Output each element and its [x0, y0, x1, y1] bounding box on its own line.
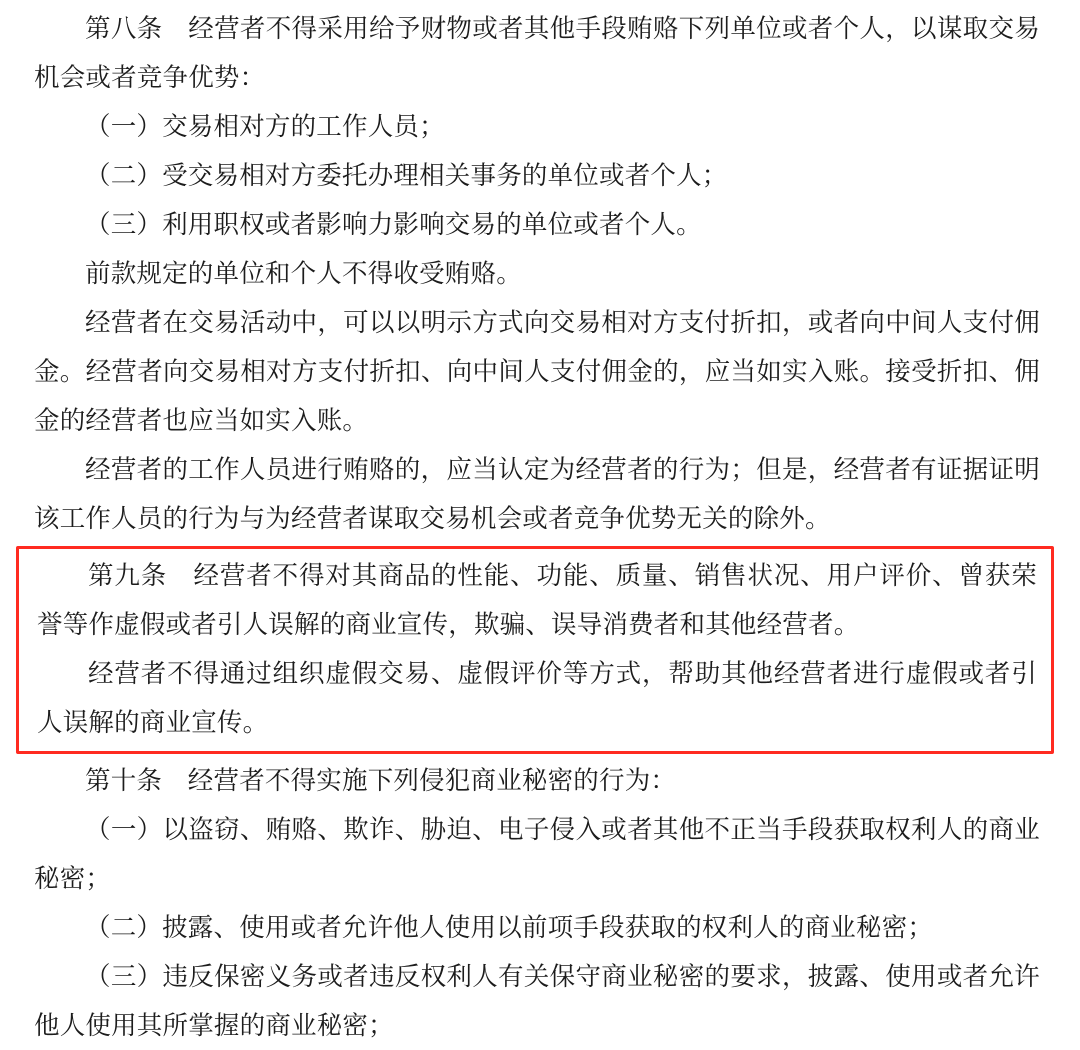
paragraph-article-10: 第十条 经营者不得实施下列侵犯商业秘密的行为：	[85, 766, 677, 795]
paragraph-article-8-item-3: （三）利用职权或者影响力影响交易的单位或者个人。	[85, 210, 702, 239]
paragraph-article-8-discount: 经营者在交易活动中，可以以明示方式向交易相对方支付折扣，或者向中间人支付佣金。经营者向交易相对方支付折扣、向中间人支付佣金的，应当如实入账。接受折扣、佣金的经营者也应当如实入账。	[34, 308, 1040, 435]
paragraph-article-9: 第九条 经营者不得对其商品的性能、功能、质量、销售状况、用户评价、曾获荣誉等作虚假或者引人误解的商业宣传，欺骗、误导消费者和其他经营者。	[37, 561, 1037, 639]
paragraph-article-8-item-1: （一）交易相对方的工作人员；	[85, 112, 445, 141]
paragraph-article-9-second: 经营者不得通过组织虚假交易、虚假评价等方式，帮助其他经营者进行虚假或者引人误解的商业宣传。	[37, 659, 1037, 737]
paragraph-article-8-item-2: （二）受交易相对方委托办理相关事务的单位或者个人；	[85, 161, 728, 190]
paragraph-article-10-item-2: （二）披露、使用或者允许他人使用以前项手段获取的权利人的商业秘密；	[85, 913, 934, 942]
paragraph-article-8: 第八条 经营者不得采用给予财物或者其他手段贿赂下列单位或者个人，以谋取交易机会或者竞争优势：	[34, 14, 1040, 92]
paragraph-article-10-item-3: （三）违反保密义务或者违反权利人有关保守商业秘密的要求，披露、使用或者允许他人使用其所掌握的商业秘密；	[34, 962, 1040, 1040]
paragraph-article-8-note: 前款规定的单位和个人不得收受贿赂。	[85, 259, 522, 288]
paragraph-article-8-staff: 经营者的工作人员进行贿赂的，应当认定为经营者的行为；但是，经营者有证据证明该工作人员的行为与为经营者谋取交易机会或者竞争优势无关的除外。	[34, 455, 1040, 533]
highlighted-article-9-block	[16, 546, 1054, 754]
paragraph-article-10-item-1: （一）以盗窃、贿赂、欺诈、胁迫、电子侵入或者其他不正当手段获取权利人的商业秘密；	[34, 815, 1040, 893]
